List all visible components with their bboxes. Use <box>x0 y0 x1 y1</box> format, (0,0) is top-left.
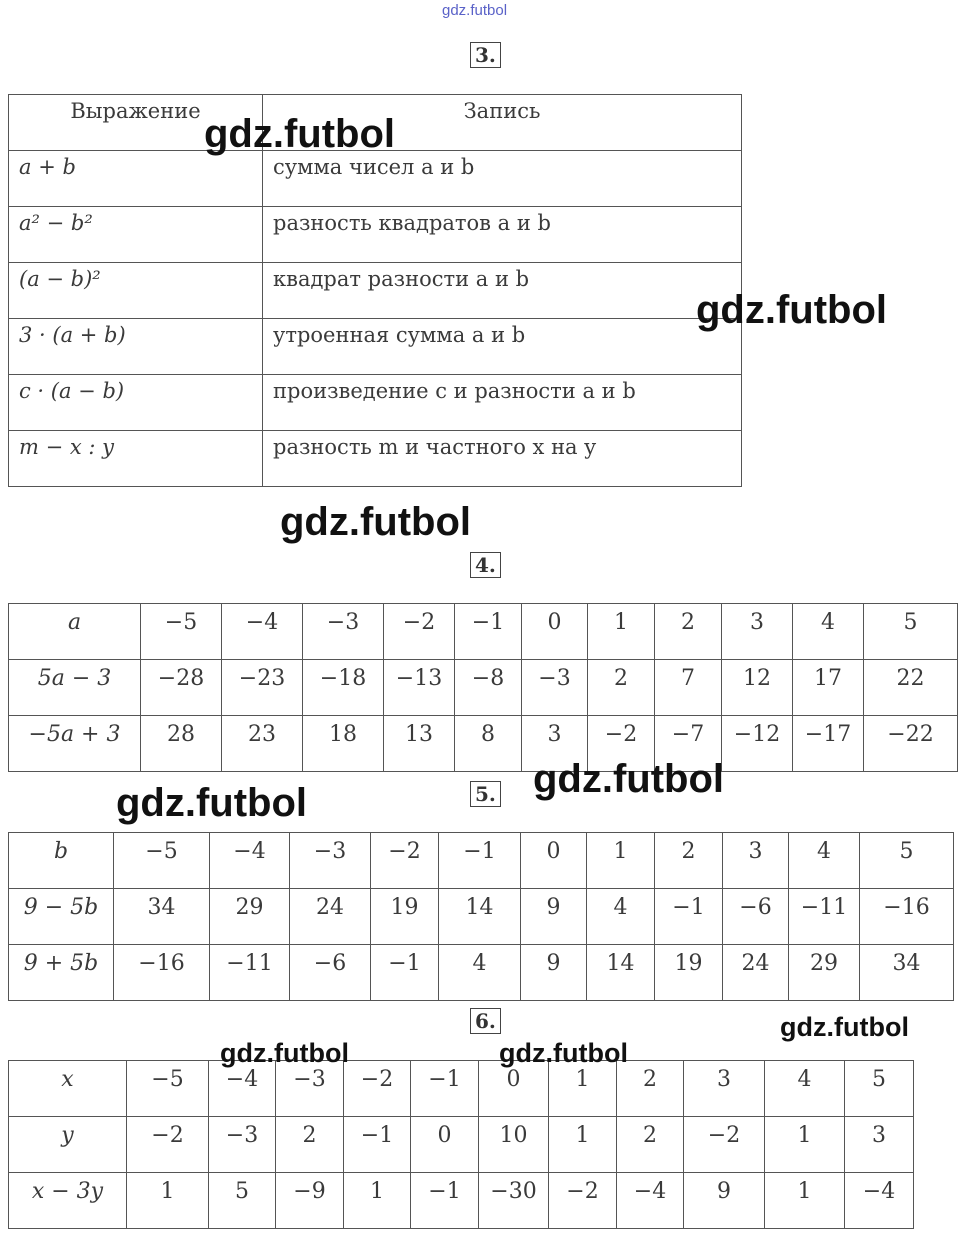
header-record: Запись <box>263 95 742 151</box>
value-cell: −2 <box>684 1117 765 1173</box>
value-cell: −6 <box>290 945 371 1001</box>
value-cell: 23 <box>222 716 303 772</box>
value-cell: −11 <box>789 889 860 945</box>
value-cell: 2 <box>617 1117 684 1173</box>
value-cell: −3 <box>303 604 384 660</box>
value-cell: 14 <box>439 889 521 945</box>
value-cell: −28 <box>141 660 222 716</box>
value-cell: 29 <box>210 889 290 945</box>
value-cell: −2 <box>588 716 655 772</box>
row-header-cell: x <box>9 1061 127 1117</box>
expression-cell: a + b <box>9 151 263 207</box>
expression-cell: 3 · (a + b) <box>9 319 263 375</box>
value-cell: 3 <box>722 604 793 660</box>
value-cell: 24 <box>290 889 371 945</box>
record-cell: квадрат разности a и b <box>263 263 742 319</box>
expression-cell: (a − b)² <box>9 263 263 319</box>
value-cell: 4 <box>439 945 521 1001</box>
value-cell: 22 <box>864 660 958 716</box>
value-cell: −13 <box>384 660 455 716</box>
row-header-cell: 9 − 5b <box>9 889 114 945</box>
record-cell: произведение c и разности a и b <box>263 375 742 431</box>
value-cell: 4 <box>765 1061 845 1117</box>
value-cell: −30 <box>479 1173 549 1229</box>
value-cell: −3 <box>209 1117 276 1173</box>
value-cell: −3 <box>522 660 588 716</box>
value-cell: −9 <box>276 1173 344 1229</box>
value-cell: 5 <box>860 833 954 889</box>
value-cell: 5 <box>845 1061 914 1117</box>
task-5-table <box>8 832 954 1001</box>
value-cell: −2 <box>549 1173 617 1229</box>
value-cell: 1 <box>549 1117 617 1173</box>
site-tag: gdz.futbol <box>442 2 508 19</box>
row-header-cell: x − 3y <box>9 1173 127 1229</box>
expression-cell: a² − b² <box>9 207 263 263</box>
value-cell: 2 <box>588 660 655 716</box>
task-3-number: 3. <box>470 42 501 68</box>
value-cell: −16 <box>114 945 210 1001</box>
value-cell: −1 <box>371 945 439 1001</box>
table-row <box>9 1061 914 1117</box>
row-header-cell: −5a + 3 <box>9 716 141 772</box>
table-row <box>9 833 954 889</box>
table-row <box>9 604 958 660</box>
value-cell: −2 <box>344 1061 411 1117</box>
value-cell: 1 <box>549 1061 617 1117</box>
value-cell: 3 <box>845 1117 914 1173</box>
value-cell: −12 <box>722 716 793 772</box>
expression-cell: m − x : y <box>9 431 263 487</box>
value-cell: −1 <box>411 1061 479 1117</box>
value-cell: −4 <box>617 1173 684 1229</box>
value-cell: 1 <box>765 1117 845 1173</box>
value-cell: −6 <box>723 889 789 945</box>
task-6-number: 6. <box>470 1008 501 1034</box>
task-6-table <box>8 1060 914 1229</box>
value-cell: 2 <box>617 1061 684 1117</box>
value-cell: 9 <box>684 1173 765 1229</box>
row-header-cell: 9 + 5b <box>9 945 114 1001</box>
value-cell: 19 <box>371 889 439 945</box>
record-cell: утроенная сумма a и b <box>263 319 742 375</box>
table-row <box>9 1117 914 1173</box>
value-cell: 1 <box>765 1173 845 1229</box>
value-cell: 0 <box>521 833 587 889</box>
value-cell: −22 <box>864 716 958 772</box>
value-cell: −23 <box>222 660 303 716</box>
value-cell: 4 <box>793 604 864 660</box>
table-row <box>9 716 958 772</box>
watermark: gdz.futbol <box>533 757 725 801</box>
value-cell: −4 <box>210 833 290 889</box>
value-cell: 9 <box>521 945 587 1001</box>
value-cell: −8 <box>455 660 522 716</box>
value-cell: −4 <box>845 1173 914 1229</box>
task-5-number: 5. <box>470 781 501 807</box>
value-cell: 17 <box>793 660 864 716</box>
value-cell: 19 <box>655 945 723 1001</box>
value-cell: 34 <box>114 889 210 945</box>
watermark: gdz.futbol <box>204 112 396 156</box>
value-cell: 8 <box>455 716 522 772</box>
value-cell: −2 <box>127 1117 209 1173</box>
value-cell: 3 <box>723 833 789 889</box>
row-header-cell: 5a − 3 <box>9 660 141 716</box>
table-row <box>9 945 954 1001</box>
row-header-cell: b <box>9 833 114 889</box>
row-header-cell: y <box>9 1117 127 1173</box>
value-cell: −16 <box>860 889 954 945</box>
value-cell: −1 <box>344 1117 411 1173</box>
value-cell: −18 <box>303 660 384 716</box>
value-cell: −2 <box>384 604 455 660</box>
value-cell: 24 <box>723 945 789 1001</box>
value-cell: 5 <box>209 1173 276 1229</box>
value-cell: −1 <box>439 833 521 889</box>
value-cell: −5 <box>114 833 210 889</box>
value-cell: 1 <box>587 833 655 889</box>
value-cell: 28 <box>141 716 222 772</box>
row-header-cell: a <box>9 604 141 660</box>
value-cell: −1 <box>455 604 522 660</box>
watermark: gdz.futbol <box>499 1038 628 1068</box>
value-cell: 1 <box>588 604 655 660</box>
value-cell: 0 <box>479 1061 549 1117</box>
value-cell: 4 <box>789 833 860 889</box>
record-cell: разность квадратов a и b <box>263 207 742 263</box>
value-cell: 1 <box>344 1173 411 1229</box>
value-cell: 2 <box>655 604 722 660</box>
value-cell: 0 <box>522 604 588 660</box>
watermark: gdz.futbol <box>116 781 308 825</box>
watermark: gdz.futbol <box>280 500 472 544</box>
value-cell: −3 <box>276 1061 344 1117</box>
value-cell: 13 <box>384 716 455 772</box>
value-cell: 2 <box>276 1117 344 1173</box>
value-cell: −7 <box>655 716 722 772</box>
value-cell: 34 <box>860 945 954 1001</box>
value-cell: 12 <box>722 660 793 716</box>
value-cell: 2 <box>655 833 723 889</box>
value-cell: 0 <box>411 1117 479 1173</box>
value-cell: 3 <box>684 1061 765 1117</box>
watermark: gdz.futbol <box>780 1012 909 1042</box>
value-cell: −5 <box>141 604 222 660</box>
value-cell: −5 <box>127 1061 209 1117</box>
value-cell: 14 <box>587 945 655 1001</box>
value-cell: 4 <box>587 889 655 945</box>
value-cell: 29 <box>789 945 860 1001</box>
value-cell: 9 <box>521 889 587 945</box>
value-cell: −1 <box>411 1173 479 1229</box>
watermark: gdz.futbol <box>220 1038 349 1068</box>
table-row <box>9 889 954 945</box>
value-cell: 18 <box>303 716 384 772</box>
value-cell: −11 <box>210 945 290 1001</box>
record-cell: сумма чисел a и b <box>263 151 742 207</box>
value-cell: −1 <box>655 889 723 945</box>
task-4-number: 4. <box>470 552 501 578</box>
value-cell: 1 <box>127 1173 209 1229</box>
value-cell: −4 <box>209 1061 276 1117</box>
value-cell: −4 <box>222 604 303 660</box>
value-cell: 10 <box>479 1117 549 1173</box>
value-cell: 7 <box>655 660 722 716</box>
table-row <box>9 660 958 716</box>
table-row <box>9 1173 914 1229</box>
expression-cell: c · (a − b) <box>9 375 263 431</box>
watermark: gdz.futbol <box>696 288 888 332</box>
record-cell: разность m и частного x на y <box>263 431 742 487</box>
header-expression: Выражение <box>9 95 263 151</box>
value-cell: −17 <box>793 716 864 772</box>
task-4-table <box>8 603 958 772</box>
value-cell: 3 <box>522 716 588 772</box>
value-cell: −3 <box>290 833 371 889</box>
value-cell: 5 <box>864 604 958 660</box>
value-cell: −2 <box>371 833 439 889</box>
